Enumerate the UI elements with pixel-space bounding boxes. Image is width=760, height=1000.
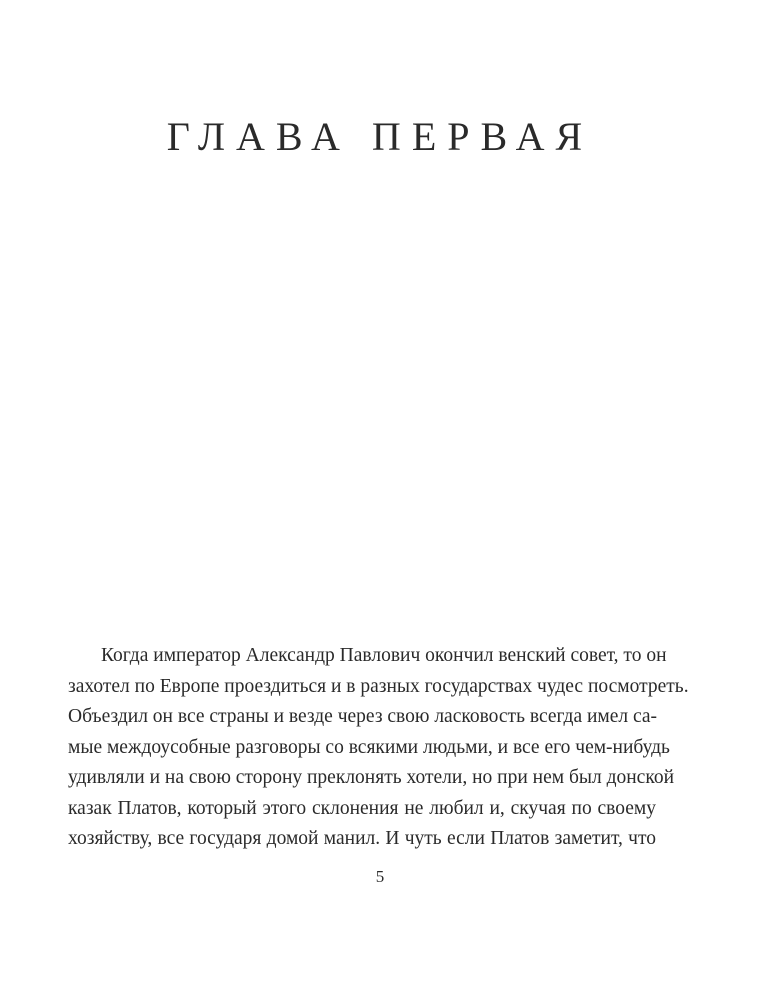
chapter-body-text xyxy=(68,641,689,855)
text-line: удивляли и на свою сторону преклонять хотели, но при нем был донской xyxy=(68,767,675,788)
page-number: 5 xyxy=(375,867,385,886)
text-line: захотел по Европе проездиться и в разных государствах чудес посмотреть. xyxy=(68,675,689,697)
text-line: хозяйству, все государя домой манил. И чуть если Платов заметит, что xyxy=(68,828,656,849)
text-line: Объездил он все страны и везде через свою ласковость всегда имел са- xyxy=(68,706,658,727)
text-line: мые междоусобные разговоры со всякими людьми, и все его чем-нибудь xyxy=(68,736,670,758)
text-line: Когда император Александр Павлович окончил венский совет, то он xyxy=(101,645,667,666)
chapter-title: ГЛАВА ПЕРВАЯ xyxy=(166,114,594,159)
text-line: казак Платов, который этого склонения не любил и, скучая по своему xyxy=(68,797,656,819)
